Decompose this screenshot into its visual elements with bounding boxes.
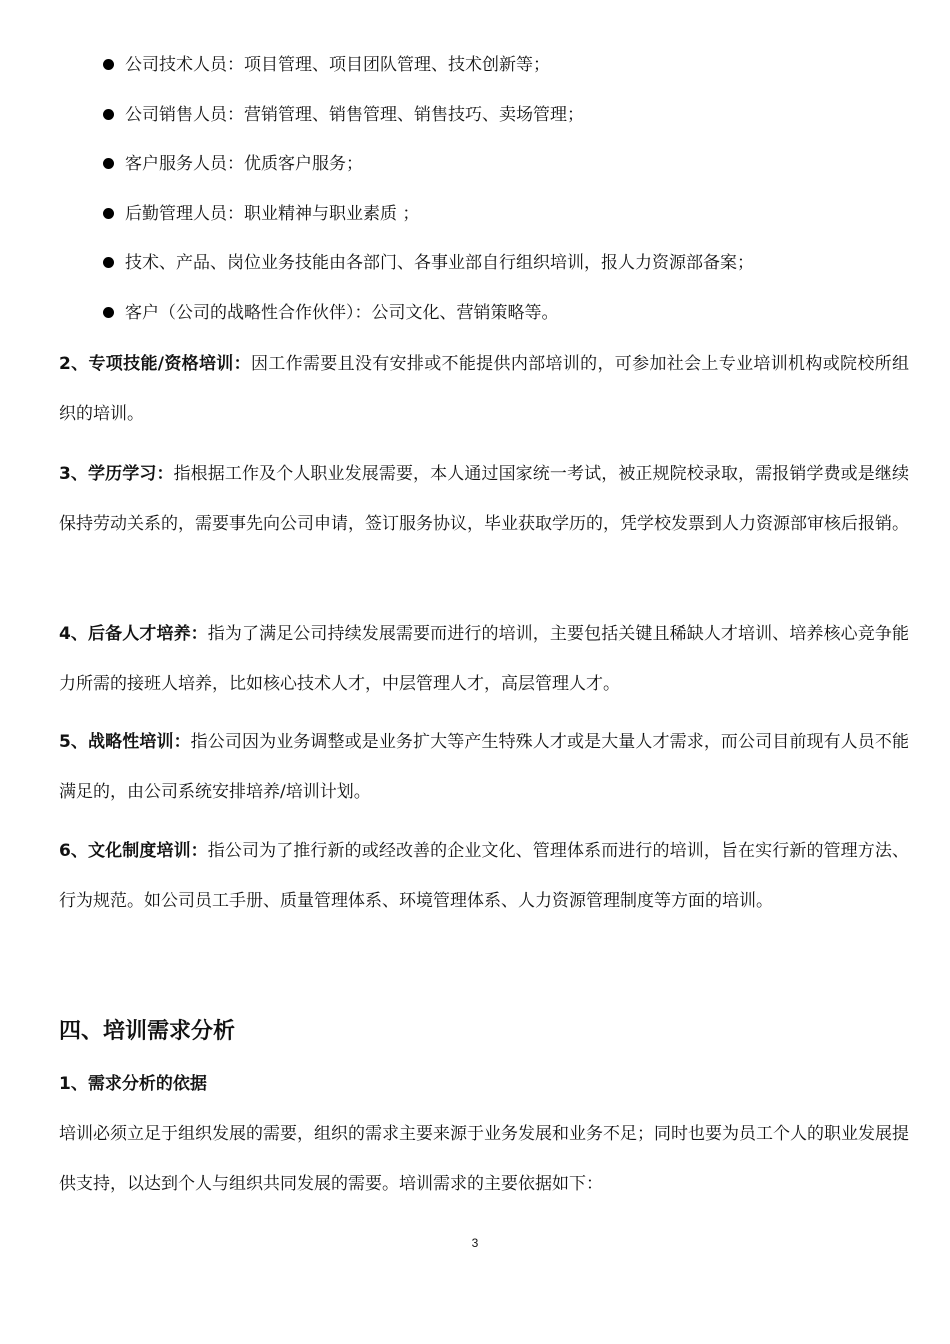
bullet-text: 客户（公司的战略性合作伙伴）：公司文化、营销策略等。 [125,302,559,323]
paragraph-text: 因工作需要且没有安排或不能提供内部培训的，可参加社会上专业培训机构或院校所组织的培训。 [59,354,909,424]
bullet-text: 公司技术人员：项目管理、项目团队管理、技术创新等； [125,55,550,75]
bullet-text: 公司销售人员：营销管理、销售管理、销售技巧、卖场管理； [125,104,584,125]
bullet-item [0,43,950,93]
paragraph-academic-study [59,450,909,549]
section-heading: 四、培训需求分析 [59,1019,236,1044]
paragraph-culture-training [59,827,909,926]
paragraph-text: 指公司为了推行新的或经改善的企业文化、管理体系而进行的培训，旨在实行新的管理方法、行为规范。如公司员工手册、质量管理体系、环境管理体系、人力资源管理制度等方面的培训。 [59,841,909,911]
paragraph-text: 指公司因为业务调整或是业务扩大等产生特殊人才或是大量人才需求，而公司目前现有人员不能满足的，由公司系统安排培养/培训计划。 [59,732,909,802]
page-number: 3 [471,1236,479,1250]
bullet-dot-icon [103,208,114,219]
paragraph-text: 指为了满足公司持续发展需要而进行的培训，主要包括关键且稀缺人才培训、培养核心竞争能力所需的接班人培养，比如核心技术人才，中层管理人才，高层管理人才。 [59,624,909,694]
paragraph-strategic-training [59,718,909,817]
paragraph-label: 3、学历学习： [59,464,174,484]
paragraph-label: 6、文化制度培训： [59,841,208,861]
paragraph-special-skills [59,340,909,439]
bullet-dot-icon [103,59,114,70]
bullet-item [0,93,950,143]
bullet-text: 后勤管理人员：职业精神与职业素质 ； [125,203,420,224]
bullet-list [0,43,950,341]
paragraph-label: 4、后备人才培养： [59,624,208,644]
section-body-paragraph: 培训必须立足于组织发展的需要，组织的需求主要来源于业务发展和业务不足；同时也要为员工个人的职业发展提供支持，以达到个人与组织共同发展的需要。培训需求的主要依据如下： [59,1124,909,1194]
bullet-item [0,142,950,192]
paragraph-label: 5、战略性培训： [59,732,191,752]
sub-heading: 1、需求分析的依据 [59,1074,207,1094]
bullet-dot-icon [103,307,114,318]
bullet-dot-icon [103,158,114,169]
bullet-dot-icon [103,257,114,268]
bullet-item [0,291,950,341]
paragraph-text: 指根据工作及个人职业发展需要，本人通过国家统一考试，被正规院校录取，需报销学费或是继续保持劳动关系的，需要事先向公司申请，签订服务协议，毕业获取学历的，凭学校发票到人力资源部审核后报销。 [59,464,909,534]
bullet-text: 客户服务人员：优质客户服务； [125,154,363,175]
bullet-dot-icon [103,109,114,120]
paragraph-label: 2、专项技能/资格培训： [59,354,251,374]
paragraph-reserve-talent [59,610,909,709]
bullet-text: 技术、产品、岗位业务技能由各部门、各事业部自行组织培训，报人力资源部备案； [125,253,754,274]
bullet-item [0,192,950,242]
bullet-item [0,241,950,291]
